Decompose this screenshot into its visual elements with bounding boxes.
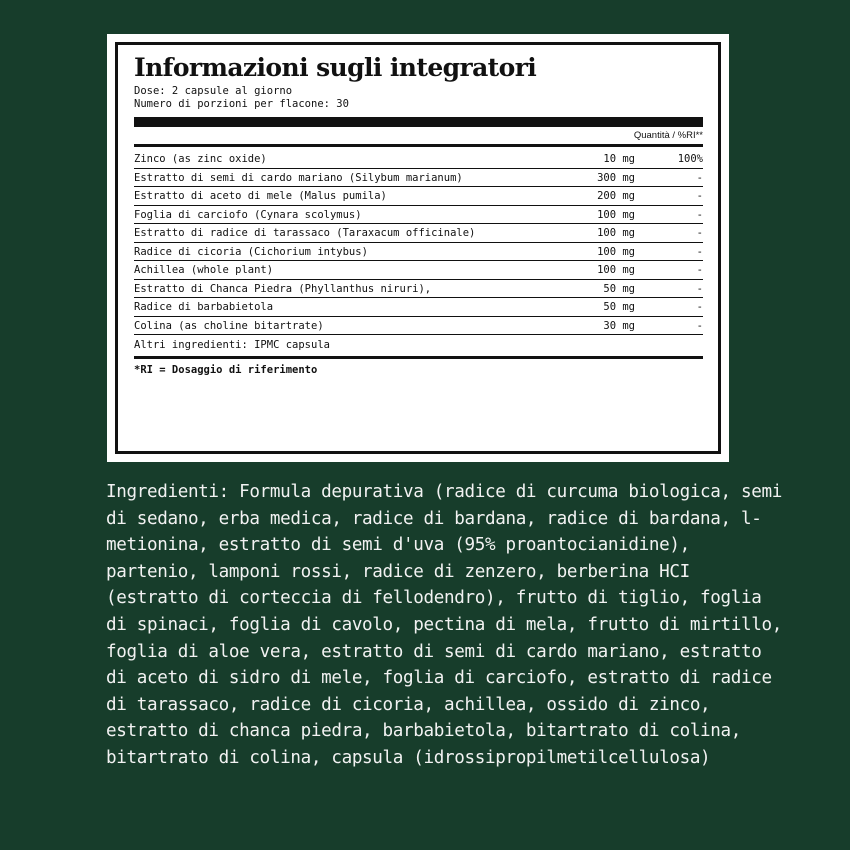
nutrient-name: Estratto di semi di cardo mariano (Silybum marianum) <box>134 171 463 184</box>
nutrient-row <box>134 169 703 188</box>
nutrient-ri: - <box>696 301 703 313</box>
nutrient-name: Radice di cicoria (Cichorium intybus) <box>134 245 368 258</box>
other-ingredients: Altri ingredienti: IPMC capsula <box>134 335 703 359</box>
nutrient-amount: 10 mg <box>603 153 635 165</box>
nutrient-amount: 100 mg <box>597 245 635 258</box>
nutrient-name: Estratto di Chanca Piedra (Phyllanthus niruri), <box>134 282 432 295</box>
nutrient-amount: 100 mg <box>597 264 635 276</box>
nutrient-ri: - <box>696 227 703 239</box>
nutrient-amount: 50 mg <box>603 282 635 295</box>
nutrient-row <box>134 317 703 336</box>
ingredients-paragraph: Ingredienti: Formula depurativa (radice di curcuma biologica, semi di sedano, erba medica, radice di bardana, radice di bardana, l-metionina, estratto di semi d'uva (95% proantocianidine), partenio, lamponi rossi, radice di zenzero, berberina HCI (estratto di corteccia di fellodendro), frutto di tiglio, foglia di spinaci, foglia di cavolo, pectina di mela, frutto di mirtillo, foglia di aloe vera, estratto di semi di cardo mariano, estratto di aceto di sidro di mele, foglia di carciofo, estratto di radice di tarassaco, radice di cicoria, achillea, ossido di zinco, estratto di chanca piedra, barbabietola, bitartrato di colina, bitartrato di colina, capsula (idrossipropilmetilcellulosa) <box>106 482 782 768</box>
nutrient-row <box>134 206 703 225</box>
nutrient-amount: 50 mg <box>603 301 635 313</box>
nutrient-name: Foglia di carciofo (Cynara scolymus) <box>134 208 362 221</box>
footnote: *RI = Dosaggio di riferimento <box>134 363 318 376</box>
nutrient-row <box>134 224 703 243</box>
supplement-facts-frame <box>115 42 721 454</box>
nutrient-amount: 200 mg <box>597 190 635 202</box>
panel-title: Informazioni sugli integratori <box>134 53 537 82</box>
dose-text: Dose: 2 capsule al giorno <box>134 85 293 97</box>
nutrient-ri: - <box>696 190 703 202</box>
nutrient-ri: 100% <box>677 153 703 165</box>
nutrient-name: Zinco (as zinc oxide) <box>134 153 267 165</box>
nutrient-row <box>134 261 703 280</box>
column-header: Quantità / %RI** <box>134 127 703 147</box>
supplement-facts-panel <box>107 34 729 462</box>
nutrient-name: Achillea (whole plant) <box>134 264 274 276</box>
nutrient-name: Colina (as choline bitartrate) <box>134 319 324 332</box>
nutrient-amount: 100 mg <box>597 227 635 239</box>
nutrient-name: Radice di barbabietola <box>134 301 274 313</box>
nutrient-ri: - <box>696 208 703 221</box>
nutrient-row <box>134 147 703 169</box>
nutrient-ri: - <box>696 319 703 332</box>
nutrient-row <box>134 187 703 206</box>
servings-text: Numero di porzioni per flacone: 30 <box>134 97 349 110</box>
nutrient-ri: - <box>696 245 703 258</box>
nutrient-ri: - <box>696 282 703 295</box>
nutrient-ri: - <box>696 264 703 276</box>
nutrient-name: Estratto di radice di tarassaco (Taraxacum officinale) <box>134 227 476 239</box>
nutrient-amount: 100 mg <box>597 208 635 221</box>
nutrient-name: Estratto di aceto di mele (Malus pumila) <box>134 190 387 202</box>
nutrient-row <box>134 243 703 262</box>
nutrient-row <box>134 280 703 299</box>
nutrient-ri: - <box>696 171 703 184</box>
nutrient-row <box>134 298 703 317</box>
thick-divider <box>134 117 703 127</box>
nutrient-amount: 30 mg <box>603 319 635 332</box>
nutrient-amount: 300 mg <box>597 171 635 184</box>
